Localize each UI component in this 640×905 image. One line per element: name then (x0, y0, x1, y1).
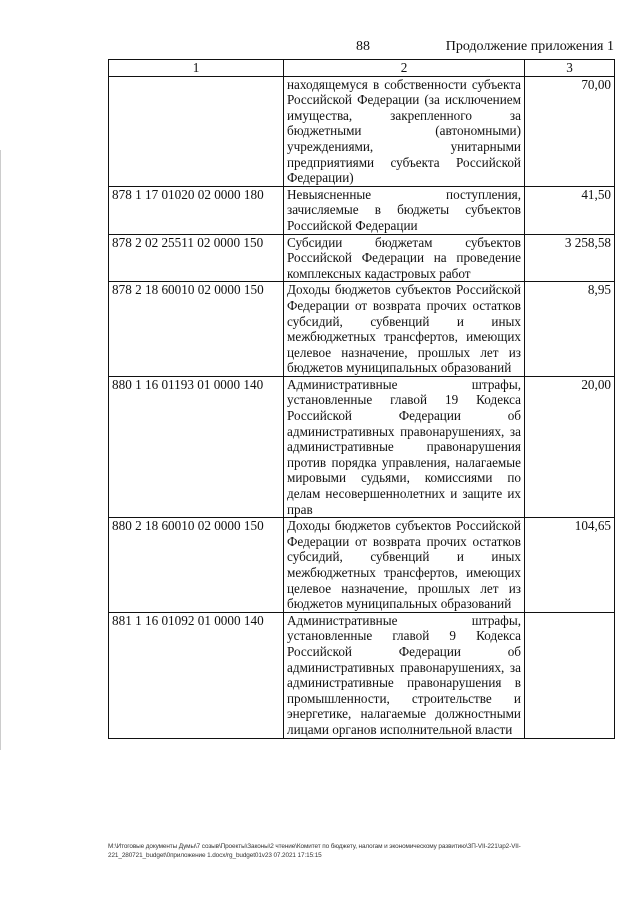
income-description: Невыясненные поступления, зачисляемые в бюджеты субъектов Российской Федерации (284, 186, 525, 234)
table-row (109, 282, 615, 377)
income-description: Доходы бюджетов субъектов Российской Федерации от возврата прочих остатков субсидий, субвенций и иных межбюджетных трансфертов, имеющих целевое назначение, прошлых лет из бюджетов муниципальных образований (284, 518, 525, 613)
column-number: 2 (284, 60, 525, 77)
income-amount: 3 258,58 (525, 234, 615, 282)
income-code: 878 2 02 25511 02 0000 150 (109, 234, 284, 282)
income-amount: 20,00 (525, 376, 615, 517)
income-code: 881 1 16 01092 01 0000 140 (109, 612, 284, 738)
income-description: Субсидии бюджетам субъектов Российской Федерации на проведение комплексных кадастровых работ (284, 234, 525, 282)
income-amount: 8,95 (525, 282, 615, 377)
document-path-footer: M:\Итоговые документы Думы\7 созыв\Проекты\Законы\2 чтение\Комитет по бюджету, налогам и экономическому развитию\ЗП-VII-221\зр2-VII-221_280721_budget\0приложение 1.docx/rg_budget01v23 07.2021 17:15:15 (108, 843, 521, 859)
income-code (109, 76, 284, 186)
column-number: 3 (525, 60, 615, 77)
income-amount (525, 612, 615, 738)
income-amount: 70,00 (525, 76, 615, 186)
continuation-label: Продолжение приложения 1 (445, 39, 614, 54)
table-row (109, 234, 615, 282)
scan-margin-line (0, 150, 1, 750)
income-description: находящемуся в собственности субъекта Российской Федерации (за исключением имущества, закрепленного за бюджетными (автономными) учреждениями, унитарными предприятиями субъекта Российской Федерации) (284, 76, 525, 186)
income-description: Доходы бюджетов субъектов Российской Федерации от возврата прочих остатков субсидий, субвенций и иных межбюджетных трансфертов, имеющих целевое назначение, прошлых лет из бюджетов муниципальных образований (284, 282, 525, 377)
page-number: 88 (356, 39, 370, 54)
income-amount: 41,50 (525, 186, 615, 234)
income-amount: 104,65 (525, 518, 615, 613)
table-row (109, 376, 615, 517)
column-number-row (109, 60, 615, 77)
table-row (109, 612, 615, 738)
income-description: Административные штрафы, установленные главой 19 Кодекса Российской Федерации об административных правонарушениях, за административные правонарушения против порядка управления, налагаемые мировыми судьями, комиссиями по делам несовершеннолетних и защите их прав (284, 376, 525, 517)
income-code: 880 2 18 60010 02 0000 150 (109, 518, 284, 613)
table-row (109, 186, 615, 234)
column-number: 1 (109, 60, 284, 77)
table-row (109, 518, 615, 613)
income-code: 880 1 16 01193 01 0000 140 (109, 376, 284, 517)
income-code: 878 1 17 01020 02 0000 180 (109, 186, 284, 234)
income-description: Административные штрафы, установленные главой 9 Кодекса Российской Федерации об административных правонарушениях, за административные правонарушения в промышленности, строительстве и энергетике, налагаемые должностными лицами органов исполнительной власти (284, 612, 525, 738)
budget-table (108, 59, 615, 739)
income-code: 878 2 18 60010 02 0000 150 (109, 282, 284, 377)
table-row (109, 76, 615, 186)
